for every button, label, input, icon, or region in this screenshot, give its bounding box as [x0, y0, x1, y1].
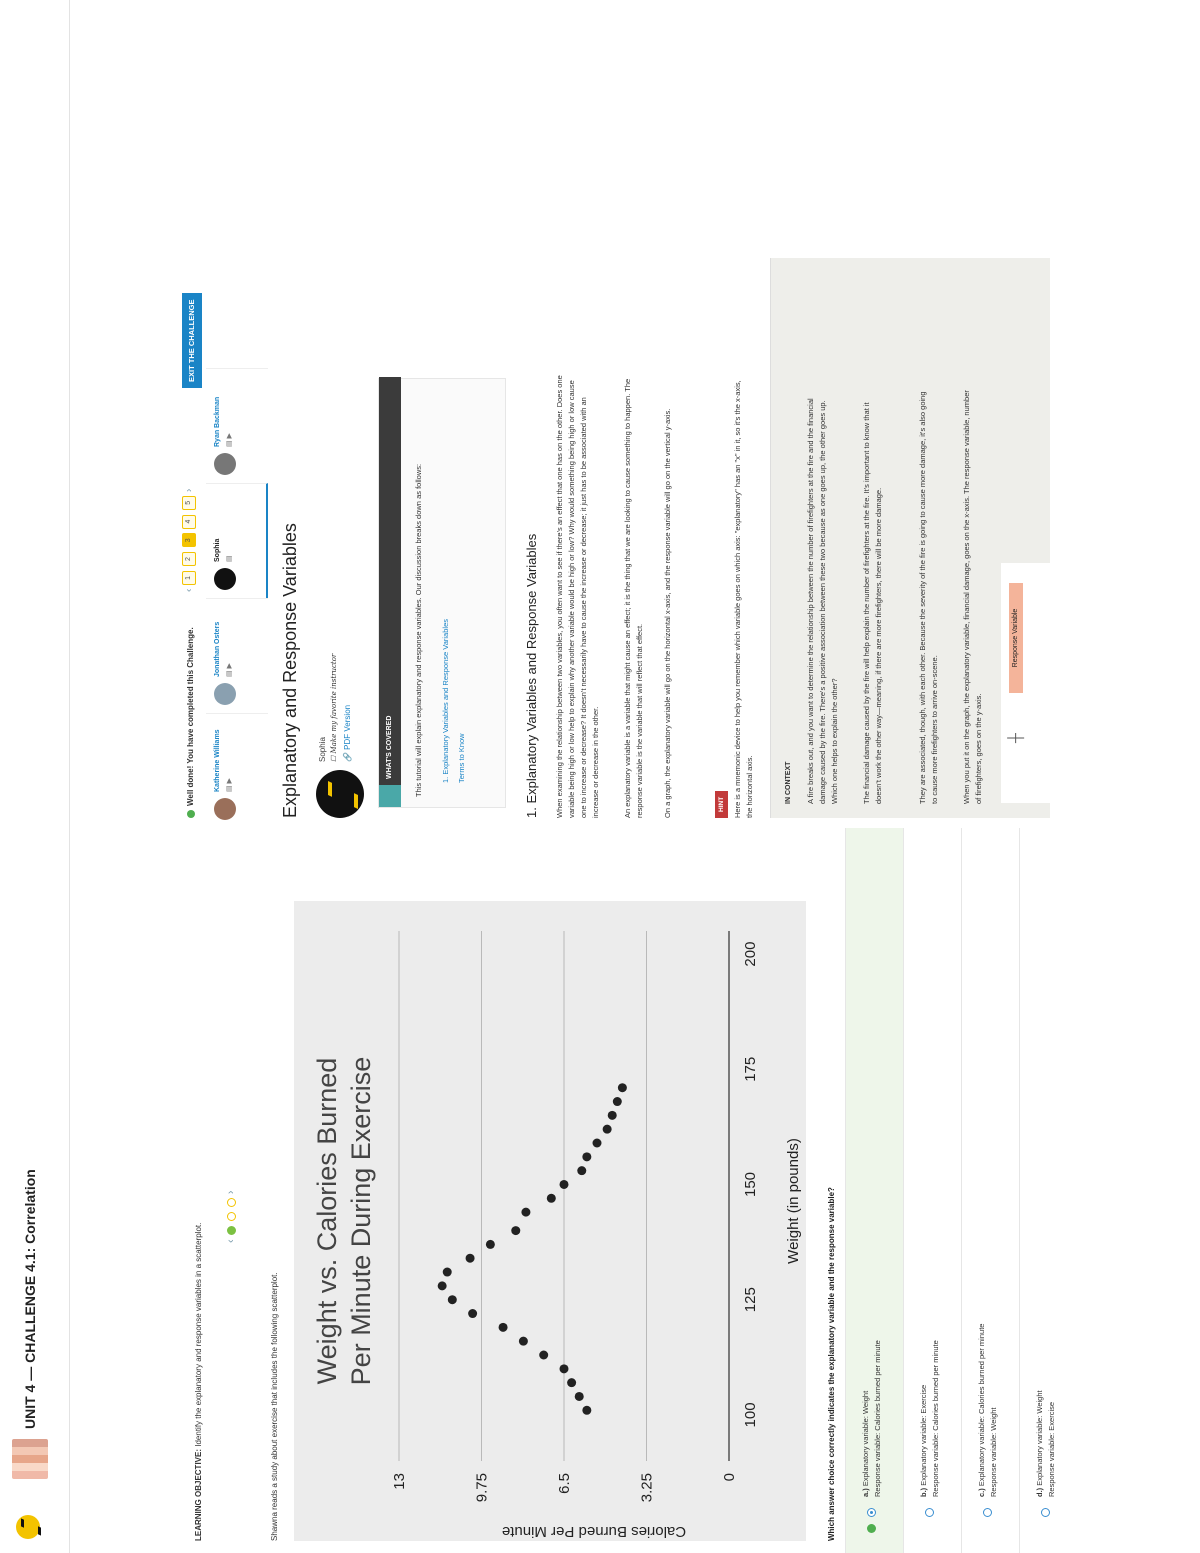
pdf-label: PDF Version: [343, 704, 352, 750]
answer-radio[interactable]: [925, 1508, 934, 1517]
media-icons: ▤: [226, 555, 233, 562]
x-axis-label: Weight (in pounds): [785, 1138, 802, 1264]
data-point: [539, 1351, 548, 1360]
answer-line2: Response variable: Exercise: [1047, 1401, 1056, 1497]
lesson-content: [270, 0, 1200, 828]
answer-radio[interactable]: [867, 1508, 876, 1517]
y-axis-label: Calories Burned Per Minute: [501, 1523, 687, 1540]
data-point: [438, 1281, 447, 1290]
challenge-panel: [70, 828, 1200, 1553]
chart-title-line1: Weight vs. Calories Burned: [312, 1057, 342, 1385]
favorite-instructor-checkbox[interactable]: ☐ Make my favorite instructor: [330, 653, 338, 762]
data-point: [466, 1254, 475, 1263]
data-point: [511, 1226, 520, 1235]
context-paragraph-4: When you put it on the graph, the explanatory variable, financial damage, goes on the x-axis. The response variable, number of firefighters, goes on the y-axis.: [962, 390, 983, 804]
question-nav: [225, 1190, 237, 1243]
unit-thumbnail: [12, 1439, 48, 1479]
hint-text: Here is a mnemonic device to help you remember which variable goes on which axis: "explanatory" has an "x" in it, so it's the x-axis, the horizontal axis.: [733, 380, 754, 818]
data-point: [593, 1139, 602, 1148]
data-point: [603, 1125, 612, 1134]
x-ticks: [742, 942, 759, 1428]
avatar: [214, 453, 236, 475]
media-icons: ▤ ▶: [226, 663, 233, 677]
whats-covered-title: WHAT'S COVERED: [379, 377, 401, 807]
whats-covered-text: This tutorial will explain explanatory and response variables. Our discussion breaks down as follows:: [414, 463, 423, 797]
answer-label: [860, 1340, 884, 1497]
data-point: [486, 1240, 495, 1249]
answer-radio[interactable]: [1041, 1508, 1050, 1517]
data-point: [582, 1152, 591, 1161]
whats-covered-box: [378, 378, 506, 808]
answer-radio[interactable]: [983, 1508, 992, 1517]
step-4[interactable]: 4: [182, 515, 196, 529]
response-variable-label: Response Variable: [1009, 583, 1023, 693]
next-arrow-icon[interactable]: ›: [225, 1190, 237, 1195]
avatar: [214, 683, 236, 705]
x-tick-label: 175: [742, 1056, 759, 1082]
y-tick-label: 13: [391, 1473, 408, 1490]
step-3[interactable]: 3: [182, 533, 196, 547]
answer-list: [845, 828, 1077, 1553]
data-point: [613, 1097, 622, 1106]
x-tick-label: 150: [742, 1171, 759, 1197]
prev-arrow-icon[interactable]: ‹: [225, 1239, 237, 1243]
data-point: [443, 1268, 452, 1277]
data-point: [560, 1364, 569, 1373]
data-point: [618, 1083, 627, 1092]
in-context-box: [770, 258, 1050, 818]
instructor-name: Katherine Williams: [214, 729, 221, 792]
tab-katherine-williams[interactable]: [206, 713, 268, 828]
prev-step-icon[interactable]: ‹: [183, 588, 195, 592]
axis-icon: ┼: [1007, 733, 1023, 743]
answer-line1: Explanatory variable: Weight: [1035, 1390, 1044, 1486]
question-dot[interactable]: [227, 1226, 236, 1235]
answer-choice-a[interactable]: [845, 828, 903, 1553]
question-dot[interactable]: [227, 1212, 236, 1221]
paragraph-3: On a graph, the explanatory variable will go on the horizontal x-axis, and the response variable will go on the vertical y-axis.: [663, 408, 672, 818]
data-point: [547, 1194, 556, 1203]
context-paragraph-3: They are associated, though, with each other. Because the severity of the fire is going to cause more damage, it's also going to cause more firefighters to arrive on-scene.: [918, 391, 939, 804]
favorite-label: Make my favorite instructor: [330, 653, 338, 754]
sophia-logo-icon[interactable]: [16, 1515, 40, 1539]
covered-link-section1[interactable]: 1. Explanatory Variables and Response Variables: [441, 619, 450, 783]
pdf-version-link[interactable]: 🔗 PDF Version: [343, 704, 352, 762]
data-point: [608, 1111, 617, 1120]
step-2[interactable]: 2: [182, 552, 196, 566]
answer-label: [1034, 1390, 1058, 1497]
y-tick-label: 9.75: [473, 1473, 491, 1503]
completion-banner: [178, 0, 206, 828]
data-point: [519, 1337, 528, 1346]
lesson-title: Explanatory and Response Variables: [280, 523, 300, 818]
answer-letter: d.): [1035, 1487, 1044, 1497]
objective-text: Identify the explanatory and response variables in a scatterplot.: [194, 1222, 203, 1447]
x-tick-label: 200: [742, 941, 759, 967]
hint-block: [710, 380, 754, 818]
instructor-name: Jonathan Osters: [214, 621, 221, 677]
learning-objective: [194, 1223, 203, 1541]
completion-message: Well done! You have completed this Challenge.: [186, 627, 195, 818]
grid: [399, 931, 729, 1461]
context-paragraph-2: The financial damage caused by the fire will help explain the number of firefighters at the fire. It's important to know that it doesn't work the other way—meaning, if there are more firefighters, there will be more damage.: [862, 402, 883, 804]
tutorial-panel: [70, 0, 1200, 828]
answer-line1: Explanatory variable: Weight: [861, 1390, 870, 1487]
answer-label: [976, 1324, 1000, 1497]
in-context-title: IN CONTEXT: [785, 761, 792, 804]
instructor-name: Ryan Backman: [214, 396, 221, 447]
answer-line1: Explanatory variable: Calories burned per minute: [977, 1323, 986, 1487]
answer-line2: Response variable: Weight: [989, 1407, 998, 1497]
scatter-chart: [294, 901, 806, 1541]
data-point: [582, 1406, 591, 1415]
media-icons: ▤ ▶: [226, 778, 233, 792]
avatar: [214, 798, 236, 820]
data-point: [577, 1166, 586, 1175]
data-point: [521, 1208, 530, 1217]
context-diagram: [1001, 563, 1081, 803]
tab-jonathan-osters[interactable]: [206, 598, 268, 713]
answer-letter: a.): [861, 1488, 870, 1497]
step-1[interactable]: 1: [182, 571, 196, 585]
data-point: [468, 1309, 477, 1318]
chart-title-line2: Per Minute During Exercise: [346, 1056, 376, 1386]
top-bar: [0, 0, 70, 1553]
x-tick-label: 100: [742, 1402, 759, 1428]
y-tick-label: 6.5: [556, 1473, 573, 1494]
question-intro: Shawna reads a study about exercise that includes the following scatterplot.: [270, 1272, 279, 1541]
question-dot[interactable]: [227, 1198, 236, 1207]
step-5[interactable]: 5: [182, 496, 196, 510]
y-tick-label: 0: [721, 1473, 738, 1482]
data-points: [438, 1083, 627, 1415]
instructor-name: Sophia: [214, 538, 221, 562]
objective-label: LEARNING OBJECTIVE:: [194, 1448, 203, 1541]
data-point: [575, 1392, 584, 1401]
data-point: [560, 1180, 569, 1189]
x-tick-label: 125: [742, 1287, 759, 1313]
data-point: [448, 1295, 457, 1304]
tab-ryan-backman[interactable]: [206, 368, 268, 483]
answer-line1: Explanatory variable: Exercise: [919, 1384, 928, 1486]
answer-choice-c[interactable]: [961, 828, 1019, 1553]
sophia-avatar-icon: [316, 770, 364, 818]
answer-line2: Response variable: Calories burned per minute: [873, 1340, 882, 1497]
challenge-steps: [182, 489, 196, 592]
answer-choice-d[interactable]: [1019, 828, 1077, 1553]
data-point: [567, 1378, 576, 1387]
exit-challenge-button[interactable]: EXIT THE CHALLENGE: [182, 293, 202, 388]
author-name: Sophia: [318, 737, 327, 762]
paragraph-2: An explanatory variable is a variable that might cause an effect; it is the thing that we are looking to cause something to happen. The response variable is the variable that will reflect that effect.: [623, 378, 644, 818]
scatter-chart-svg: [294, 901, 806, 1541]
hint-label: HINT: [715, 791, 728, 818]
answer-choice-b[interactable]: [903, 828, 961, 1553]
y-ticks: [391, 1473, 738, 1502]
answer-letter: b.): [919, 1487, 928, 1497]
context-paragraph-1: A fire breaks out, and you want to determine the relationship between the number of firefighters at the fire and the financial damage caused by the fire. There's a positive association between these two because as one goes up, the other goes up. Which one helps to explain the other?: [806, 398, 839, 804]
answer-line2: Response variable: Calories burned per minute: [931, 1340, 940, 1497]
avatar: [214, 568, 236, 590]
next-step-icon[interactable]: ›: [183, 488, 195, 492]
tab-sophia[interactable]: [206, 483, 268, 598]
paragraph-1: When examining the relationship between two variables, you often want to see if there's an effect that one has on the other. Does one variable being high or low help to explain why another variable would be high or low? Why would something being high or low cause one to increase or decrease? It doesn't necessarily have to cause the increase or decrease; it just has to be associated with an increase or decrease in the other.: [555, 375, 600, 818]
y-tick-label: 3.25: [638, 1473, 656, 1503]
correct-check-icon: [867, 1524, 876, 1533]
question-text: Which answer choice correctly indicates the explanatory variable and the response variable?: [827, 1187, 836, 1541]
answer-letter: c.): [977, 1488, 986, 1497]
instructor-tabs: [206, 0, 268, 828]
data-point: [499, 1323, 508, 1332]
answer-label: [918, 1340, 942, 1497]
unit-title: UNIT 4 — CHALLENGE 4.1: Correlation: [22, 1169, 38, 1429]
covered-link-terms[interactable]: Terms to Know: [457, 733, 466, 783]
media-icons: ▤ ▶: [226, 433, 233, 447]
section-heading: 1. Explanatory Variables and Response Variables: [524, 533, 539, 818]
